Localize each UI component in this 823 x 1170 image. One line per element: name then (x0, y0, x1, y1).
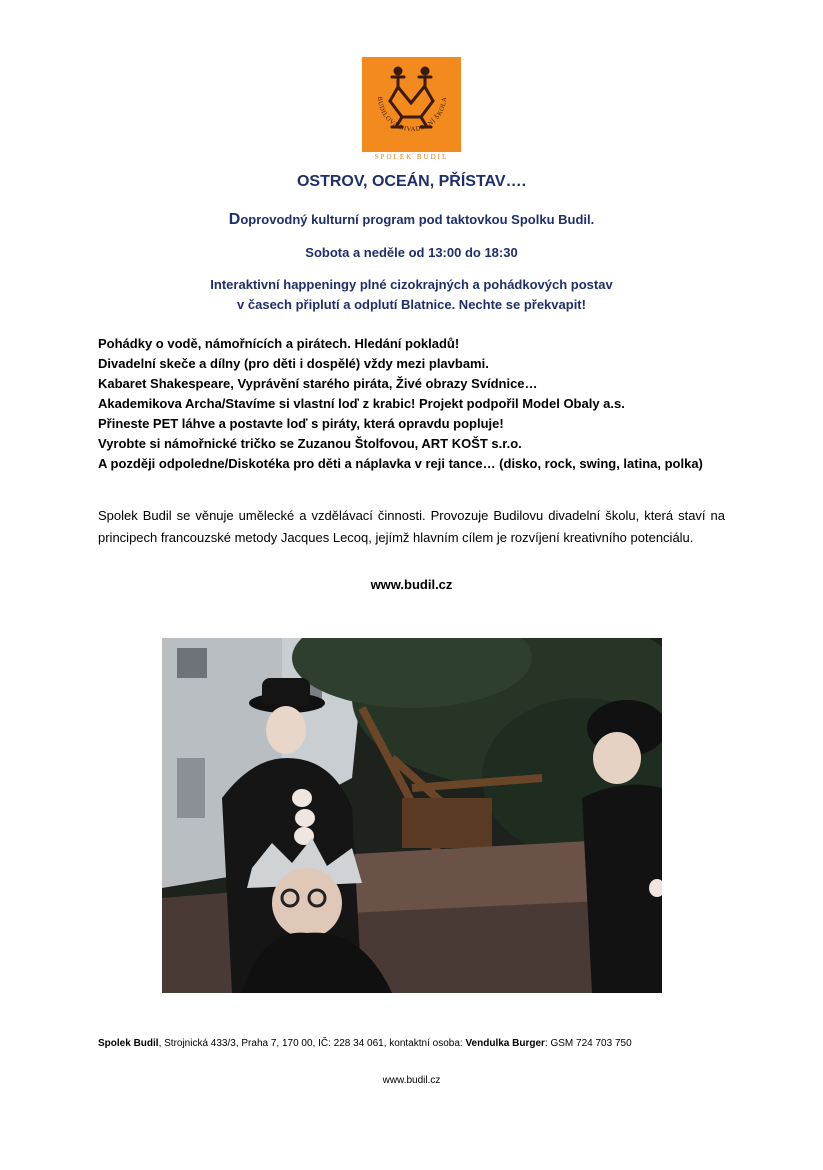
intro-text: oprovodný kulturní program pod taktovkou Spolku Budil. (240, 212, 595, 227)
page-title: OSTROV, OCEÁN, PŘÍSTAV…. (296, 173, 527, 190)
footer-org: Spolek Budil (98, 1038, 159, 1049)
footer-address: , Strojnická 433/3, Praha 7, 170 00, IČ: 228 34 061, kontaktní osoba: (158, 1038, 466, 1049)
program-item: Akademikova Archa/Stavíme si vlastní loď z krabic! Projekt podpořil Model Obaly a.s. (98, 396, 625, 411)
performance-photo (162, 638, 662, 993)
program-item: Kabaret Shakespeare, Vyprávění starého piráta, Živé obrazy Svídnice… (98, 376, 538, 391)
footer-contact (98, 1038, 738, 1049)
logo-text: BUDILOVA DIVADELNÍ ŠKOLA (375, 96, 449, 134)
logo-subtitle: SPOLEK BUDIL (374, 153, 449, 161)
program-item: Vyrobte si námořnické tričko se Zuzanou Štolfovou, ART KOŠT s.r.o. (98, 436, 522, 451)
website-link[interactable]: www.budil.cz (370, 577, 453, 592)
happenings-line: Interaktivní happeningy plné cizokrajných a pohádkových postav (210, 277, 613, 292)
footer-phone: : GSM 724 703 750 (544, 1038, 632, 1049)
about-paragraph: Spolek Budil se věnuje umělecké a vzdělávací činnosti. Provozuje Budilovu divadelní školu, která staví na principech francouzské metody Jacques Lecoq, jejímž hlavním cílem je rozvíjení kreativního potenciálu. (98, 508, 725, 545)
intro-line (0, 211, 823, 229)
footer-contact-name: Vendulka Burger (465, 1038, 545, 1049)
happenings-line: v časech připlutí a odplutí Blatnice. Nechte se překvapit! (237, 297, 586, 312)
program-item: Pohádky o vodě, námořnících a pirátech. Hledání pokladů! (98, 336, 460, 351)
happenings (0, 275, 823, 315)
footer-website-link[interactable]: www.budil.cz (382, 1075, 441, 1086)
schedule-time: Sobota a neděle od 13:00 do 18:30 (305, 245, 518, 260)
program-item: Divadelní skeče a dílny (pro děti i dospělé) vždy mezi plavbami. (98, 356, 489, 371)
logo-emblem (362, 57, 461, 152)
program-item: Přineste PET láhve a postavte loď s piráty, která opravdu popluje! (98, 416, 504, 431)
logo (362, 57, 461, 152)
program-list (98, 334, 738, 474)
program-item: A později odpoledne/Diskotéka pro děti a náplavka v reji tance… (disko, rock, swing, latina, polka) (98, 456, 703, 471)
intro-initial: D (228, 211, 241, 228)
